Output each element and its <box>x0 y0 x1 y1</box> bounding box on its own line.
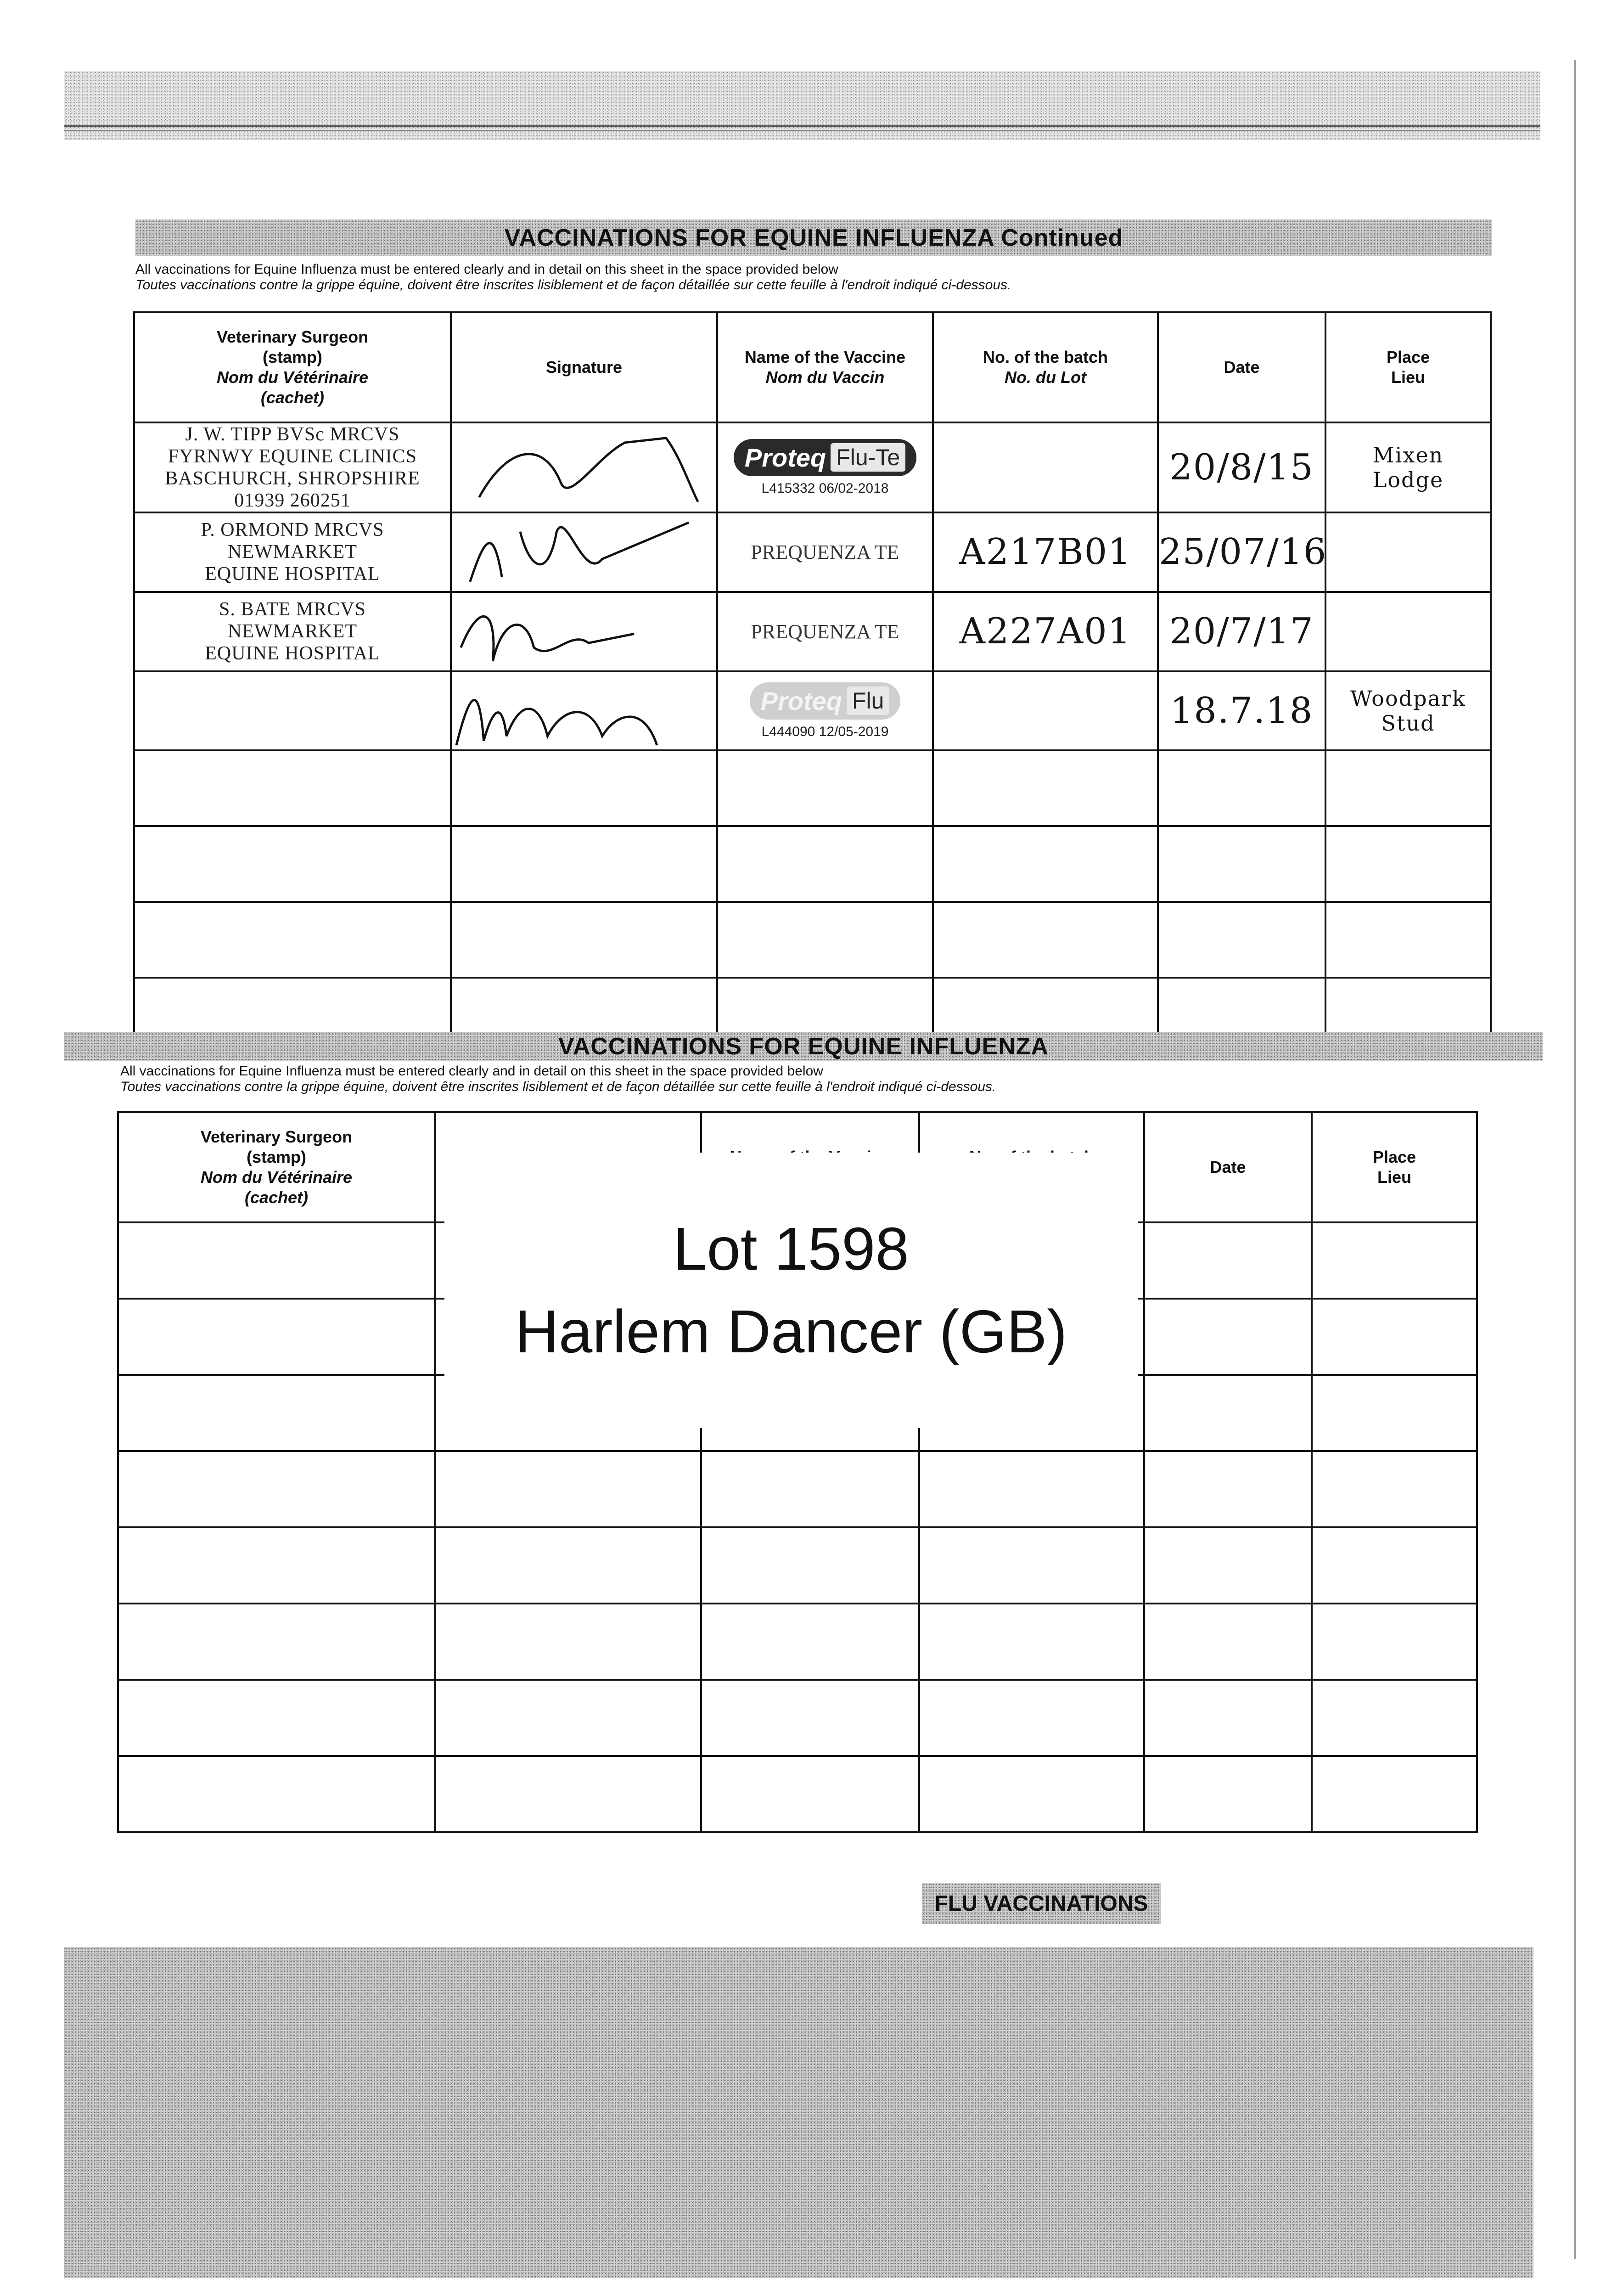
table-row <box>134 512 1491 592</box>
signature-cell <box>451 512 717 592</box>
place-cell <box>1325 592 1491 671</box>
vaccine-cell: PREQUENZA TE <box>717 592 933 671</box>
date-cell: 20/7/17 <box>1158 592 1325 671</box>
header-signature: Signature <box>451 312 717 422</box>
instructions <box>135 262 1494 293</box>
instructions <box>120 1064 1498 1095</box>
table-row <box>134 592 1491 671</box>
table-row-empty <box>118 1527 1477 1604</box>
sticker-lot: L444090 12/05-2019 <box>761 724 889 739</box>
vaccine-cell <box>717 422 933 512</box>
vaccine-sticker: Proteq Flu-Te <box>734 439 916 476</box>
header-vaccine: Name of the Vaccine Nom du Vaccin <box>717 312 933 422</box>
batch-cell: A227A01 <box>933 592 1158 671</box>
place-cell: Mixen Lodge <box>1325 422 1491 512</box>
table-row <box>134 671 1491 751</box>
section-title-continued: VACCINATIONS FOR EQUINE INFLUENZA Continued <box>135 219 1492 256</box>
batch-cell <box>933 422 1158 512</box>
signature-scribble <box>452 513 716 591</box>
horse-name: Harlem Dancer (GB) <box>515 1298 1067 1365</box>
signature-cell <box>451 592 717 671</box>
scanned-header-band <box>64 71 1540 140</box>
signature-scribble <box>452 429 716 506</box>
vaccination-table-continued <box>133 311 1492 1054</box>
header-date: Date <box>1158 312 1325 422</box>
place-cell: Woodpark Stud <box>1325 671 1491 751</box>
header-vet: Veterinary Surgeon (stamp) Nom du Vétérinaire (cachet) <box>134 312 451 422</box>
vet-stamp <box>134 671 451 751</box>
page-edge <box>1574 60 1576 2259</box>
date-cell: 18.7.18 <box>1158 671 1325 751</box>
table-row-empty <box>134 750 1491 826</box>
table-row-empty <box>118 1451 1477 1527</box>
lot-label <box>444 1153 1138 1428</box>
date-cell: 20/8/15 <box>1158 422 1325 512</box>
table-row-empty <box>134 826 1491 902</box>
instructions-fr: Toutes vaccinations contre la grippe équine, doivent être inscrites lisiblement et de façon détaillée sur cette feuille à l'endroit indiqué ci-dessous. <box>120 1079 996 1094</box>
lot-number: Lot 1598 <box>673 1215 909 1283</box>
vaccine-cell <box>717 671 933 751</box>
instructions-en: All vaccinations for Equine Influenza must be entered clearly and in detail on this sheet in the space provided below <box>135 262 838 277</box>
instructions-fr: Toutes vaccinations contre la grippe équine, doivent être inscrites lisiblement et de façon détaillée sur cette feuille à l'endroit indiqué ci-dessous. <box>135 277 1011 293</box>
table-row-empty <box>134 902 1491 978</box>
place-cell <box>1325 512 1491 592</box>
divider <box>64 125 1540 127</box>
table-row <box>134 422 1491 512</box>
vet-stamp: P. ORMOND MRCVS NEWMARKET EQUINE HOSPITAL <box>134 512 451 592</box>
vaccine-cell: PREQUENZA TE <box>717 512 933 592</box>
header-place: Place Lieu <box>1312 1112 1477 1222</box>
scanned-footer-band <box>64 1947 1533 2278</box>
section-title: VACCINATIONS FOR EQUINE INFLUENZA <box>64 1032 1543 1061</box>
divider <box>64 130 1540 131</box>
batch-cell <box>933 671 1158 751</box>
flu-vaccinations-tab: FLU VACCINATIONS <box>922 1883 1161 1924</box>
header-place: Place Lieu <box>1325 312 1491 422</box>
table-header-row <box>134 312 1491 422</box>
vet-stamp: J. W. TIPP BVSc MRCVS FYRNWY EQUINE CLINICS BASCHURCH, SHROPSHIRE 01939 260251 <box>134 422 451 512</box>
vet-stamp: S. BATE MRCVS NEWMARKET EQUINE HOSPITAL <box>134 592 451 671</box>
header-batch: No. of the batch No. du Lot <box>933 312 1158 422</box>
table-row-empty <box>118 1756 1477 1832</box>
table-row-empty <box>118 1680 1477 1756</box>
sticker-lot: L415332 06/02-2018 <box>761 480 889 496</box>
instructions-en: All vaccinations for Equine Influenza must be entered clearly and in detail on this sheet in the space provided below <box>120 1064 823 1079</box>
signature-scribble <box>452 672 716 750</box>
signature-scribble <box>452 593 716 670</box>
date-cell: 25/07/16 <box>1158 512 1325 592</box>
vaccine-sticker: Proteq Flu <box>750 682 901 720</box>
header-date: Date <box>1144 1112 1312 1222</box>
signature-cell <box>451 422 717 512</box>
header-vet: Veterinary Surgeon (stamp) Nom du Vétérinaire (cachet) <box>118 1112 435 1222</box>
table-row-empty <box>118 1604 1477 1680</box>
signature-cell <box>451 671 717 751</box>
batch-cell: A217B01 <box>933 512 1158 592</box>
